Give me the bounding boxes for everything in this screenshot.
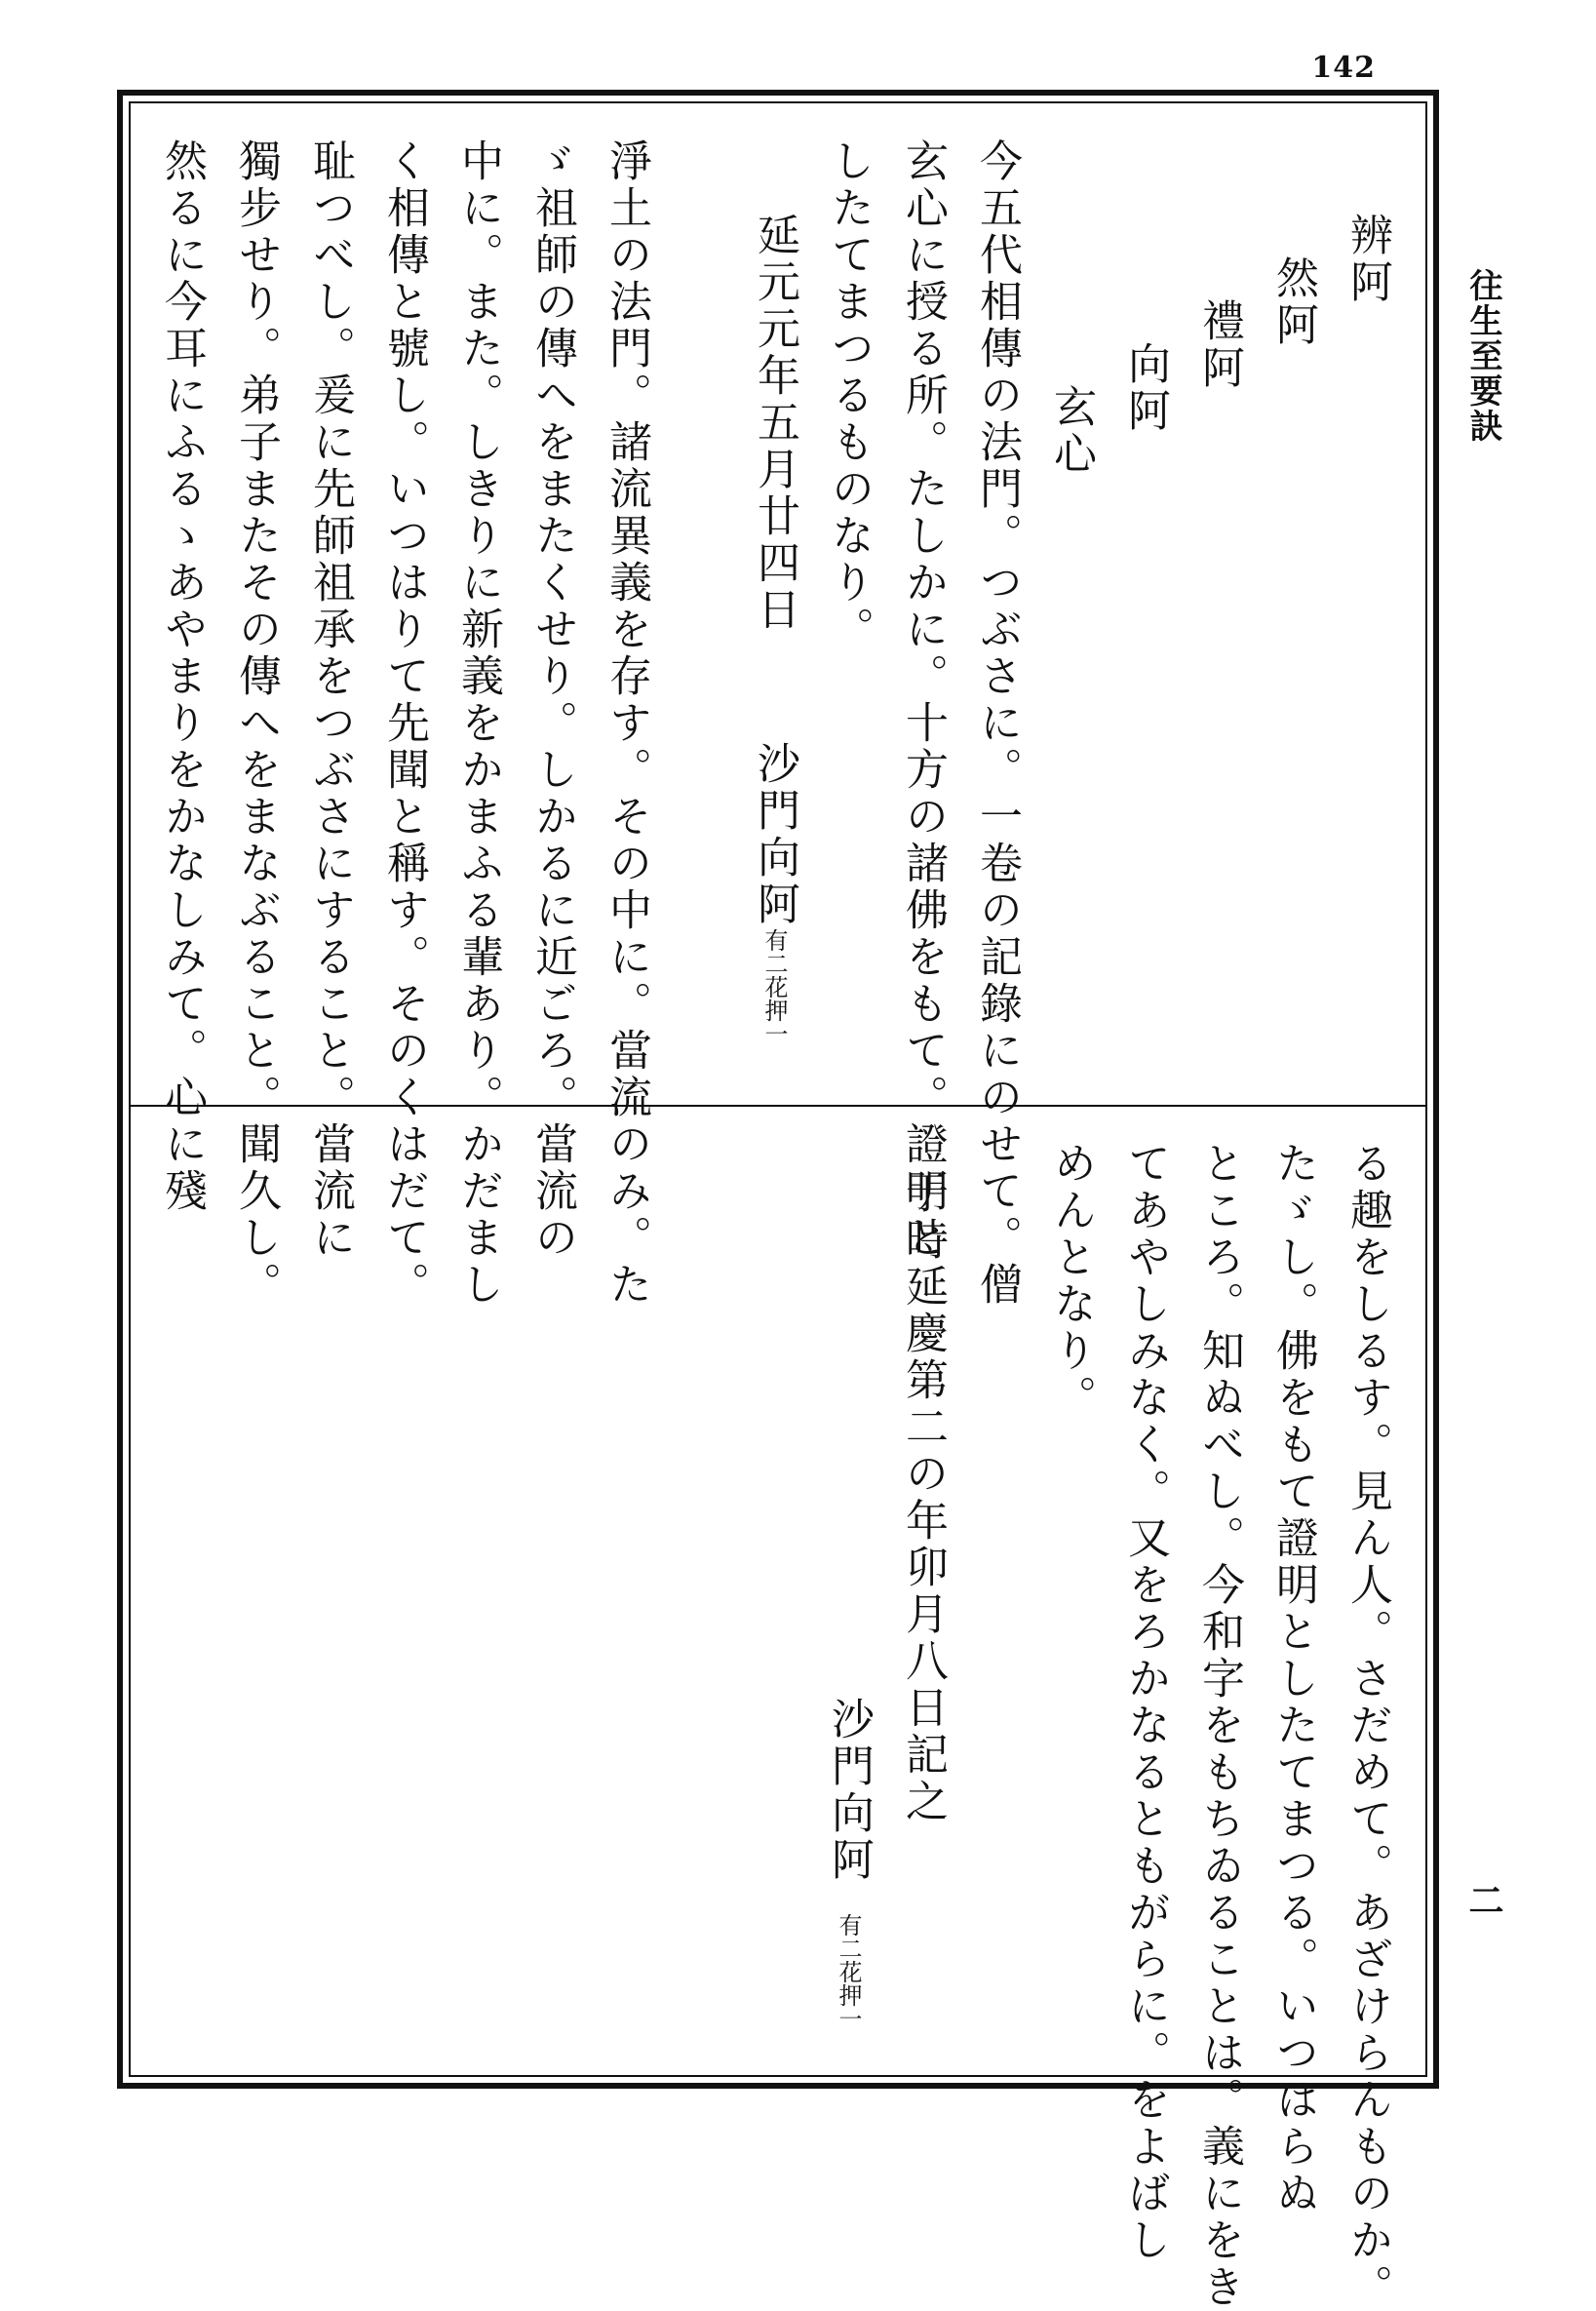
lineage-name-koua: 向阿 bbox=[1120, 341, 1170, 435]
body-line-3: 中に。また。しきりに新義をかまふる輩あり。かだまし bbox=[453, 138, 503, 1309]
upper-signature-note: 有二花押一 bbox=[760, 928, 788, 1045]
lower-body-line-4: てあやしみなく。又をろかなるともがらに。をよばし bbox=[1120, 1141, 1170, 2264]
lineage-name-benna: 辨阿 bbox=[1343, 213, 1392, 306]
body-line-6: 獨步せり。弟子またその傳へをまなぶること。聞久し。 bbox=[231, 138, 281, 1309]
lineage-name-genshin: 玄心 bbox=[1046, 384, 1096, 478]
upper-signature-name: 沙門向阿 bbox=[750, 741, 799, 928]
lineage-name-raia: 禮阿 bbox=[1194, 298, 1244, 392]
lower-body-line-2: たゞし。佛をもて證明としたてまつる。いつはらぬ bbox=[1268, 1141, 1318, 2217]
lower-body-line-1: る趣をしるす。見ん人。さだめて。あざけらんものか。 bbox=[1343, 1141, 1392, 2311]
upper-signature bbox=[750, 741, 799, 1045]
body-line-2: ゞ祖師の傳へをまたくせり。しかるに近ごろ。當流の bbox=[527, 138, 577, 1262]
body-line-1: 淨土の法門。諸流異義を存す。その中に。當流のみ。た bbox=[602, 138, 651, 1309]
transmission-line-1: 今五代相傳の法門。つぶさに。一卷の記錄にのせて。僧 bbox=[972, 138, 1022, 1309]
body-line-7: 然るに今耳にふるゝあやまりをかなしみて。心に殘 bbox=[157, 138, 207, 1215]
transmission-line-3: したてまつるものなり。 bbox=[824, 138, 874, 653]
lower-body-line-3: ところ。知ぬべし。今和字をもちゐることは。義にをき bbox=[1194, 1141, 1244, 2311]
lower-signature bbox=[824, 1697, 874, 2030]
body-line-4: く相傳と號し。いつはりて先聞と稱す。そのくはだて。 bbox=[379, 138, 429, 1309]
upper-date: 延元元年五月廿四日 bbox=[750, 213, 799, 634]
running-title: 往生至要訣 bbox=[1463, 268, 1502, 444]
page-number: 142 bbox=[1311, 51, 1376, 85]
lower-signature-note: 有二花押一 bbox=[835, 1913, 862, 2030]
lineage-name-nenna: 然阿 bbox=[1268, 255, 1318, 349]
chapter-number: 二 bbox=[1463, 1882, 1504, 1917]
lower-date: 于時延慶第二の年卯月八日記之 bbox=[898, 1170, 948, 1825]
transmission-line-2: 玄心に授る所。たしかに。十方の諸佛をもて。證明と bbox=[898, 138, 948, 1262]
lower-body-line-5: めんとなり。 bbox=[1046, 1141, 1096, 1422]
lower-signature-name: 沙門向阿 bbox=[824, 1697, 874, 1884]
body-line-5: 耻つべし。爰に先師祖承をつぶさにすること。當流に bbox=[305, 138, 355, 1262]
